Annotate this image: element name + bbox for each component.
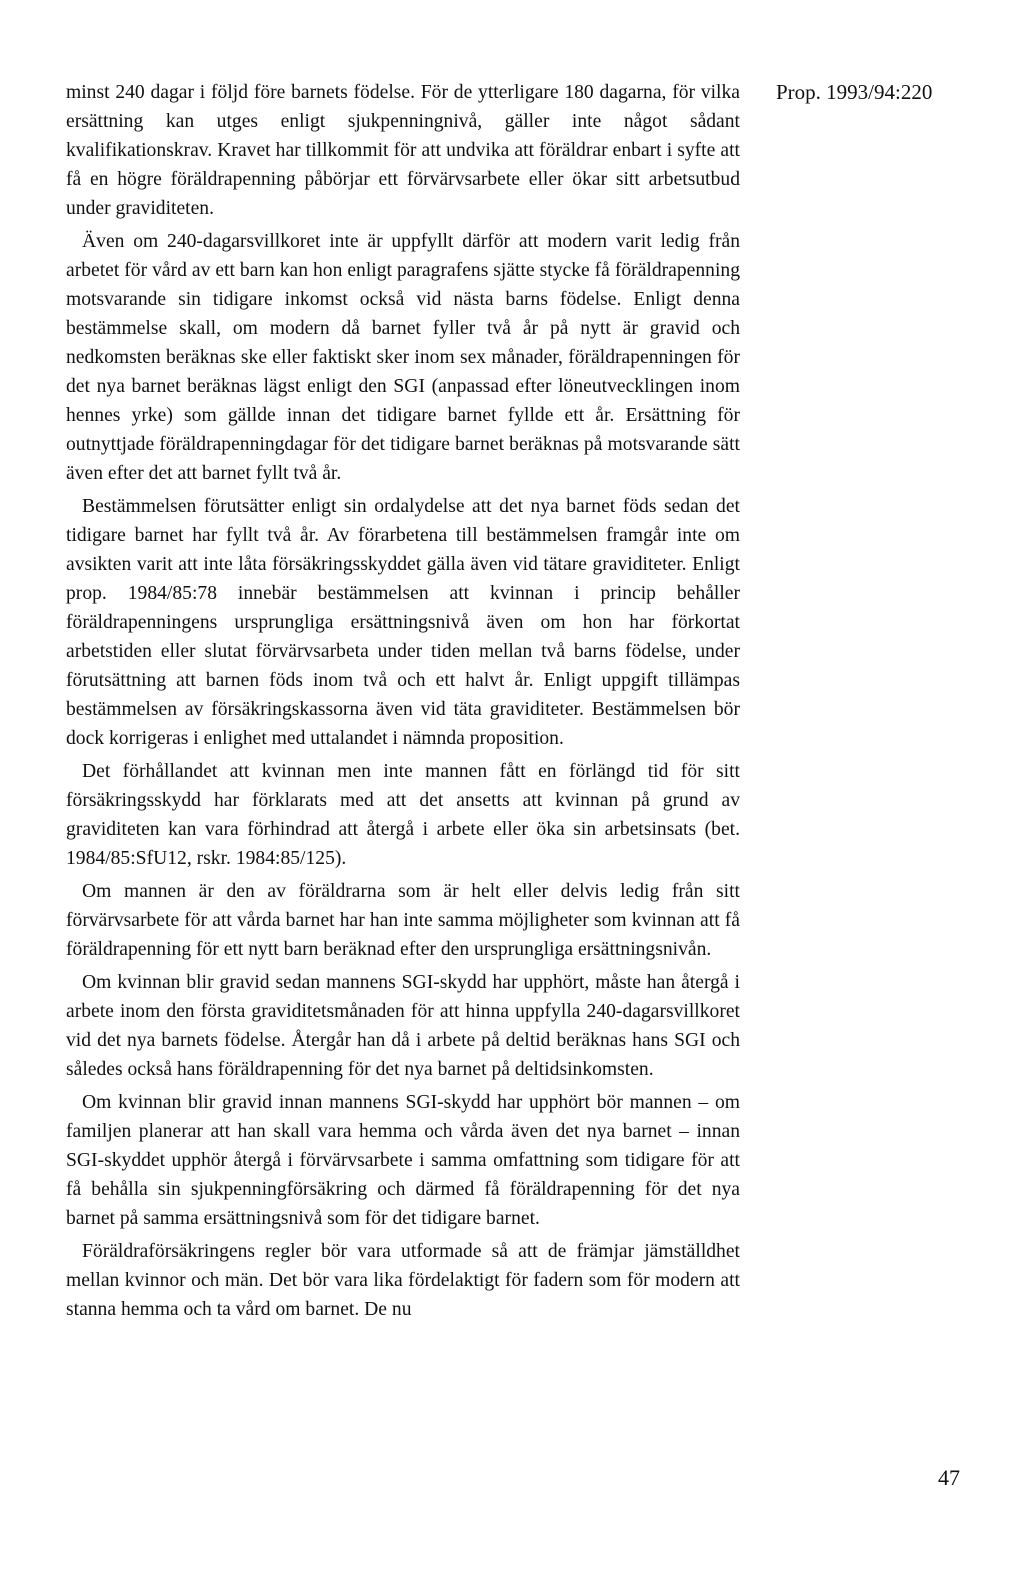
paragraph: Bestämmelsen förutsätter enligt sin ordalydelse att det nya barnet föds sedan det tidigare barnet har fyllt två år. Av förarbetena till bestämmelsen framgår inte om avsikten varit att inte låta försäkringsskyddet gälla även vid tätare graviditeter. Enligt prop. 1984/85:78 innebär bestämmelsen att kvinnan i princip behåller föräldrapenningens ursprungliga ersättningsnivå även om hon har förkortat arbetstiden eller slutat förvärvsarbeta under tiden mellan två barns födelse, under förutsättning att barnen föds inom två och ett halvt år. Enligt uppgift tillämpas bestämmelsen av försäkringskassorna även vid täta graviditeter. Bestämmelsen bör dock korrigeras i enlighet med uttalandet i nämnda proposition. <box>66 496 740 749</box>
paragraph: Föräldraförsäkringens regler bör vara utformade så att de främjar jämställdhet mellan kvinnor och män. Det bör vara lika fördelaktigt för fadern som för modern att stanna hemma och ta vård om barnet. De nu <box>66 1241 740 1320</box>
page-number: 47 <box>938 1465 960 1490</box>
paragraph: Om kvinnan blir gravid sedan mannens SGI-skydd har upphört, måste han återgå i arbete inom den första graviditetsmånaden för att hinna uppfylla 240-dagarsvillkoret vid det nya barnets födelse. Återgår han då i arbete på deltid beräknas hans SGI och således också hans föräldrapenning för det nya barnet på deltidsinkomsten. <box>66 972 740 1080</box>
proposition-reference: Prop. 1993/94:220 <box>776 80 933 104</box>
paragraph: minst 240 dagar i följd före barnets födelse. För de ytterligare 180 dagarna, för vilka ersättning kan utges enligt sjukpenningnivå, gäller inte något sådant kvalifikationskrav. Kravet har tillkommit för att undvika att föräldrar enbart i syfte att få en högre föräldrapenning påbörjar ett förvärvsarbete eller ökar sitt arbetsutbud under graviditeten. <box>66 82 740 219</box>
paragraph: Det förhållandet att kvinnan men inte mannen fått en förlängd tid för sitt försäkringsskydd har förklarats med att det ansetts att kvinnan på grund av graviditeten kan vara förhindrad att återgå i arbete eller öka sin arbetsinsats (bet. 1984/85:SfU12, rskr. 1984:85/125). <box>66 761 740 869</box>
paragraph: Om mannen är den av föräldrarna som är helt eller delvis ledig från sitt förvärvsarbete för att vårda barnet har han inte samma möjligheter som kvinnan att få föräldrapenning för ett nytt barn beräknad efter den ursprungliga ersättningsnivån. <box>66 881 740 960</box>
body-text <box>66 78 740 1328</box>
paragraph: Om kvinnan blir gravid innan mannens SGI-skydd har upphört bör mannen – om familjen planerar att han skall vara hemma och vårda även det nya barnet – innan SGI-skyddet upphör återgå i förvärvsarbete i samma omfattning som tidigare för att få behålla sin sjukpenningförsäkring och därmed få föräldrapenning för det nya barnet på samma ersättningsnivå som för det tidigare barnet. <box>66 1092 740 1229</box>
paragraph: Även om 240-dagarsvillkoret inte är uppfyllt därför att modern varit ledig från arbetet för vård av ett barn kan hon enligt paragrafens sjätte stycke få föräldrapenning motsvarande sin tidigare inkomst också vid nästa barns födelse. Enligt denna bestämmelse skall, om modern då barnet fyller två år på nytt är gravid och nedkomsten beräknas ske eller faktiskt sker inom sex månader, föräldrapenningen för det nya barnet beräknas lägst enligt den SGI (anpassad efter löneutvecklingen inom hennes yrke) som gällde innan det tidigare barnet fyllde ett år. Ersättning för outnyttjade föräldrapenningdagar för det tidigare barnet beräknas på motsvarande sätt även efter det att barnet fyllt två år. <box>66 231 740 484</box>
